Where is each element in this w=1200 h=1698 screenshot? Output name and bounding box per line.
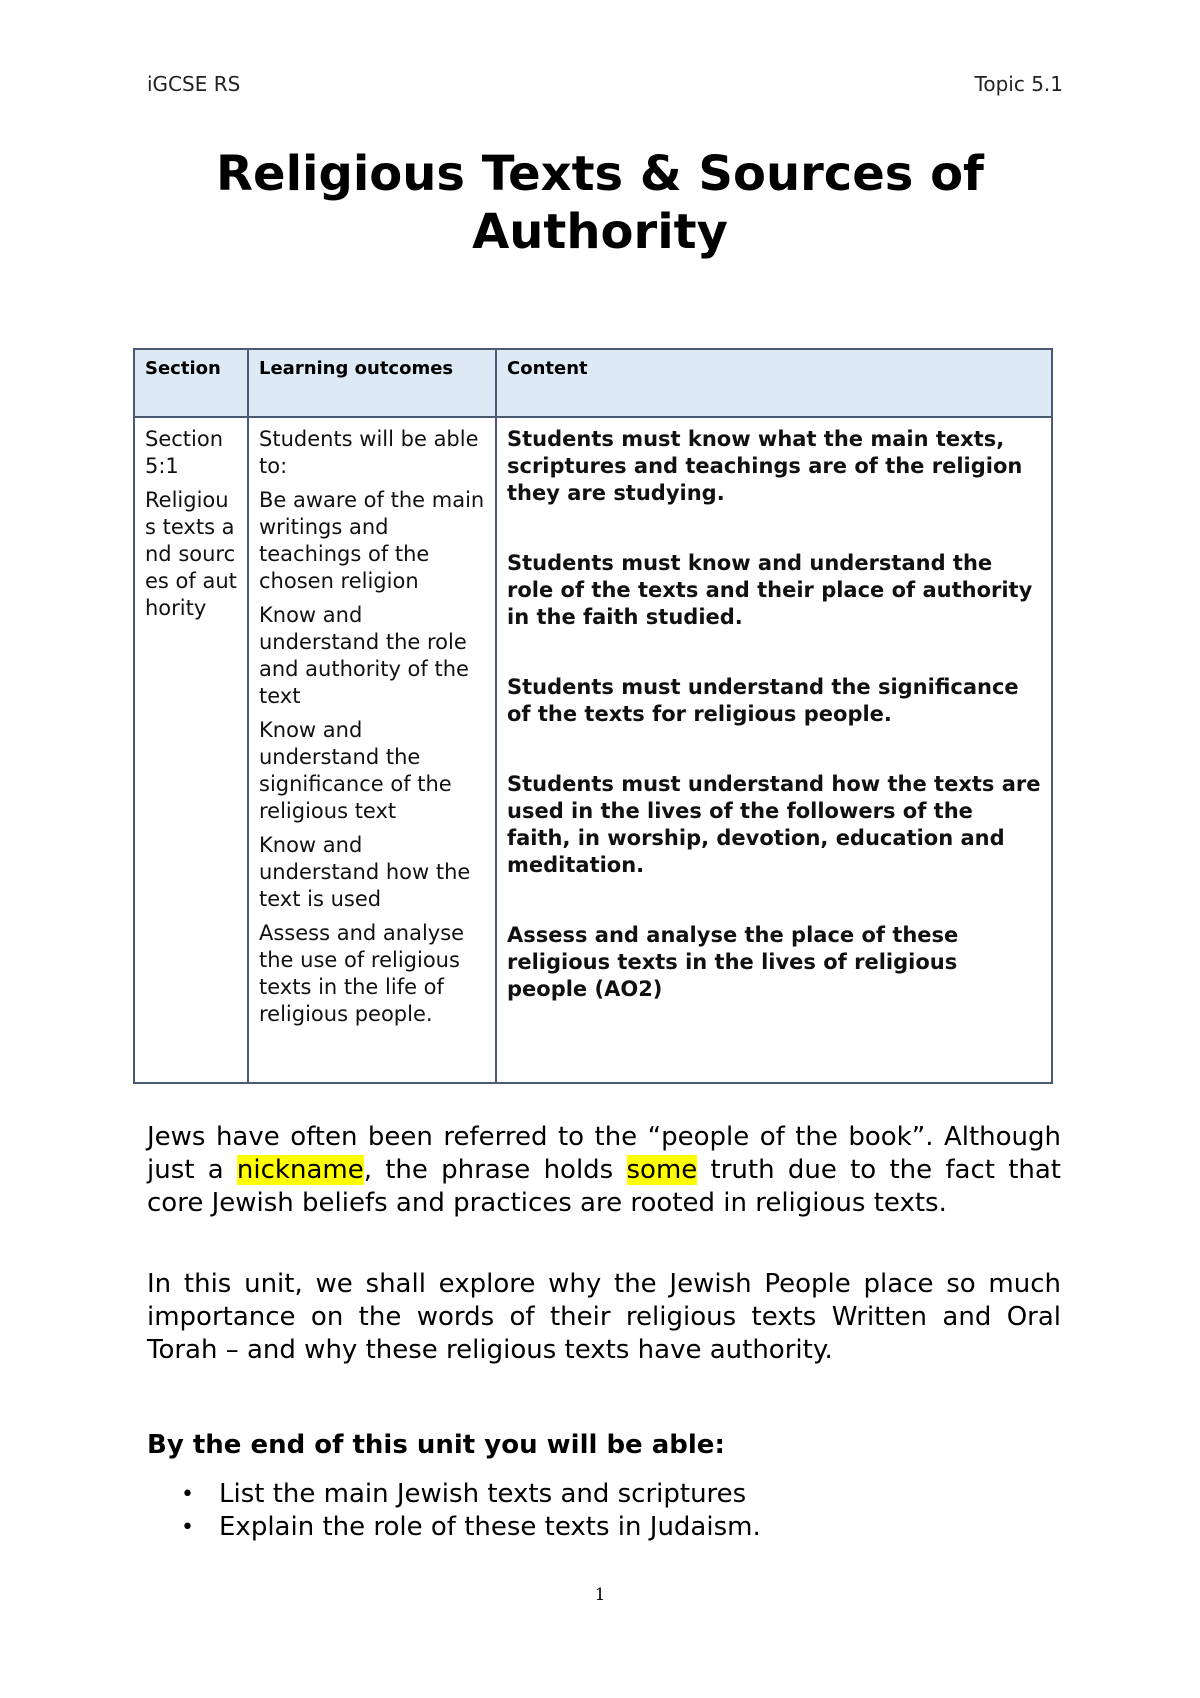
header-course: iGCSE RS — [147, 72, 241, 96]
section-number: Section 5:1 — [145, 427, 224, 478]
header-learning-outcomes: Learning outcomes — [248, 349, 496, 417]
learning-outcomes-table — [133, 348, 1053, 1084]
bullet-icon: • — [181, 1482, 194, 1507]
header-content: Content — [496, 349, 1052, 417]
list-item — [181, 1478, 761, 1511]
unit-goals-list — [147, 1478, 761, 1544]
content-item: Students must understand the significance of the texts for religious people. — [507, 675, 1019, 726]
outcome-item: Assess and analyse the use of religious texts in the life of religious people. — [259, 921, 465, 1026]
header-topic: Topic 5.1 — [974, 72, 1063, 96]
intro-text-part: truth due to the fact that core Jewish beliefs and practices are rooted in religious texts. — [147, 1155, 1062, 1218]
unit-paragraph: In this unit, we shall explore why the Jewish People place so much importance on the words of their religious texts Written and Oral Torah – and why these religious texts have authority. — [147, 1269, 1061, 1365]
list-item — [181, 1511, 761, 1544]
unit-goals-heading: By the end of this unit you will be able: — [147, 1430, 725, 1460]
content-item: Students must know what the main texts, scriptures and teachings are of the religion they are studying. — [507, 427, 1023, 505]
page-number: 1 — [594, 1585, 606, 1605]
outcome-item: Know and understand the significance of the religious text — [259, 718, 452, 823]
section-name: Religious texts and sources of authority — [145, 488, 237, 620]
intro-paragraph — [147, 1121, 1061, 1220]
outcomes-cell — [248, 417, 496, 1083]
content-item: Students must know and understand the role of the texts and their place of authority in the faith studied. — [507, 551, 1033, 629]
table-row — [134, 417, 1052, 1083]
highlighted-word: nickname — [236, 1155, 364, 1185]
section-cell — [134, 417, 248, 1083]
goal-text: List the main Jewish texts and scriptures — [219, 1479, 747, 1509]
outcome-item: Know and understand how the text is used — [259, 833, 471, 911]
outcome-item: Be aware of the main writings and teachings of the chosen religion — [259, 488, 485, 593]
page-title: Religious Texts & Sources of Authority — [216, 146, 984, 260]
bullet-icon: • — [181, 1515, 194, 1540]
header-section: Section — [134, 349, 248, 417]
intro-text-part: Jews have often been referred to the “people of the book”. Although just a — [147, 1122, 1061, 1185]
content-item: Students must understand how the texts are used in the lives of the followers of the faith, in worship, devotion, education and meditation. — [507, 772, 1041, 877]
outcome-item: Know and understand the role and authority of the text — [259, 603, 469, 708]
highlighted-word: some — [626, 1155, 698, 1185]
outcome-intro: Students will be able to: — [259, 427, 479, 478]
content-item: Assess and analyse the place of these religious texts in the lives of religious people (AO2) — [507, 923, 959, 1001]
intro-text-part: , the phrase holds — [363, 1155, 627, 1185]
table-header-row — [134, 349, 1052, 417]
content-cell — [496, 417, 1052, 1083]
goal-text: Explain the role of these texts in Judaism. — [219, 1512, 761, 1542]
